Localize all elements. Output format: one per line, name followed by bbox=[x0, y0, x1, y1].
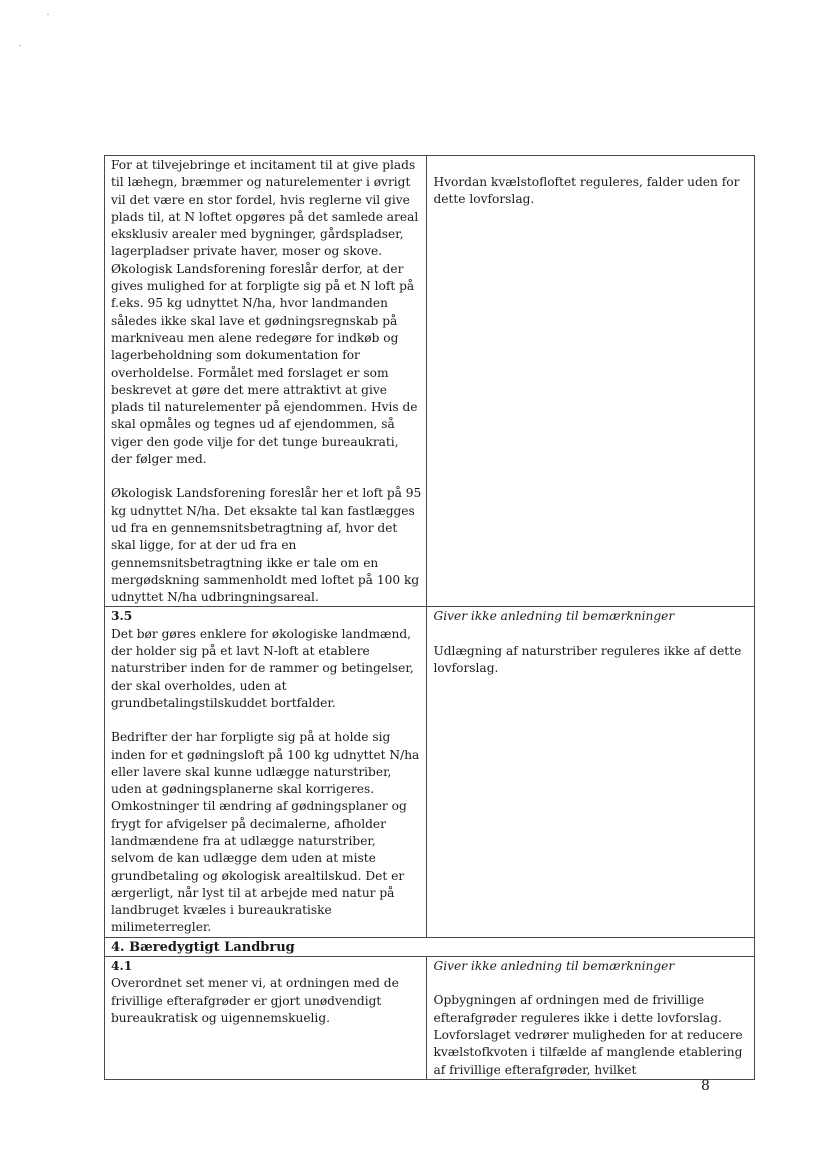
response-cell bbox=[427, 156, 755, 607]
response-heading bbox=[433, 157, 749, 174]
page-number: 8 bbox=[701, 1078, 710, 1094]
scan-speck bbox=[19, 45, 21, 46]
comment-paragraph: Overordnet set mener vi, at ordningen med de frivillige efterafgrøder er gjort unødvendigt bureaukratisk og uigennemskuelig. bbox=[111, 976, 399, 1025]
comment-paragraph: Økologisk Landsforening foreslår her et loft på 95 kg udnyttet N/ha. Det eksakte tal kan fastlægges ud fra en gennemsnitsbetragtning af, hvor det skal ligge, for at der ud fra en gennemsnitsbetragtning ikke er tale om en mergødskning sammenholdt med loftet på 100 kg udnyttet N/ha udbringningsareal. bbox=[111, 486, 422, 605]
comment-cell bbox=[105, 607, 427, 937]
table-row bbox=[105, 156, 755, 607]
item-number: 3.5 bbox=[111, 609, 133, 624]
table-row bbox=[105, 957, 755, 1080]
section-row bbox=[105, 937, 755, 956]
scan-speck bbox=[47, 14, 49, 15]
comment-paragraph: Det bør gøres enklere for økologiske landmænd, der holder sig på et lavt N-loft at etablere naturstriber inden for de rammer og betingelser, der skal overholdes, uden at grundbetalingstilskuddet bortfalder. bbox=[111, 626, 414, 710]
response-heading: Giver ikke anledning til bemærkninger bbox=[433, 959, 675, 974]
response-heading: Giver ikke anledning til bemærkninger bbox=[433, 609, 675, 624]
response-cell bbox=[427, 607, 755, 937]
response-text: Hvordan kvælstofloftet reguleres, falder uden for dette lovforslag. bbox=[433, 175, 740, 207]
response-cell bbox=[427, 957, 755, 1080]
comment-cell bbox=[105, 957, 427, 1080]
response-text: Udlægning af naturstriber reguleres ikke af dette lovforslag. bbox=[433, 643, 742, 676]
comment-cell bbox=[105, 156, 427, 607]
response-text: Opbygningen af ordningen med de frivillige efterafgrøder reguleres ikke i dette lovforslag. Lovforslaget vedrører muligheden for at reducere kvælstofkvoten i tilfælde af manglende etablering af frivillige efterafgrøder, hvilket bbox=[433, 993, 743, 1077]
comment-paragraph: Bedrifter der har forpligte sig på at holde sig inden for et gødningsloft på 100 kg udnyttet N/ha eller lavere skal kunne udlægge naturstriber, uden at gødningsplanerne skal korrigeres. Omkostninger til ændring af gødningsplaner og frygt for afvigelser på decimalerne, afholder landmændene fra at udlægge naturstriber, selvom de kan udlægge dem uden at miste grundbetaling og økologisk arealtilskud. Det er ærgerligt, når lyst til at arbejde med natur på landbruget kvæles i bureaukratiske milimeterregler. bbox=[111, 730, 420, 935]
item-number: 4.1 bbox=[111, 959, 133, 974]
consultation-response-table bbox=[104, 155, 755, 1080]
table-row bbox=[105, 607, 755, 937]
section-heading: 4. Bæredygtigt Landbrug bbox=[105, 937, 755, 956]
comment-paragraph: For at tilvejebringe et incitament til at give plads til læhegn, bræmmer og naturelementer i øvrigt vil det være en stor fordel, hvis reglerne vil give plads til, at N loftet opgøres på det samlede areal eksklusiv arealer med bygninger, gårdspladser, lagerpladser private haver, moser og skove. Økologisk Landsforening foreslår derfor, at der gives mulighed for at forpligte sig på et N loft på f.eks. 95 kg udnyttet N/ha, hvor landmanden således ikke skal lave et gødningsregnskab på markniveau men alene redegøre for indkøb og lagerbeholdning som dokumentation for overholdelse. Formålet med forslaget er som beskrevet at gøre det mere attraktivt at give plads til naturelementer på ejendommen. Hvis de skal opmåles og tegnes ud af ejendommen, så viger den gode vilje for det tunge bureaukrati, der følger med. bbox=[111, 158, 419, 467]
